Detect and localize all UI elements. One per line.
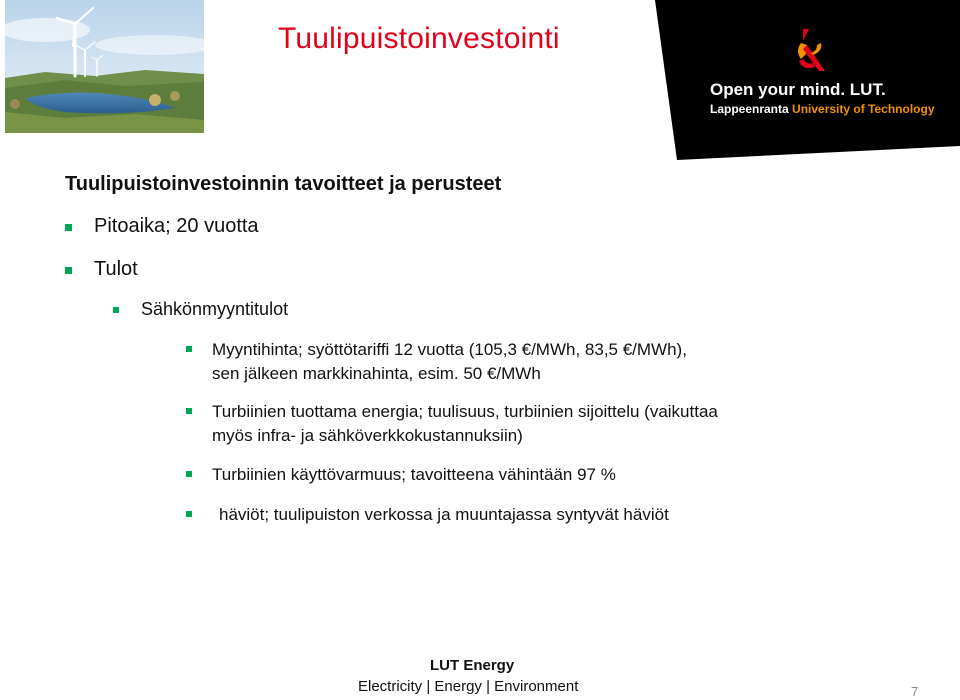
bullet-square-icon	[113, 307, 119, 313]
bullet-square-icon	[186, 346, 192, 352]
logo-university-orange: University of Technology	[792, 102, 935, 116]
bullet-text: Tulot	[94, 258, 138, 280]
wind-turbine-photo	[5, 0, 204, 133]
bullet-square-icon	[65, 224, 72, 231]
footer-title: LUT Energy	[430, 657, 515, 674]
bullet-text-line: sen jälkeen markkinahinta, esim. 50 €/MWh	[212, 364, 541, 383]
logo-tagline: Open your mind. LUT.	[710, 80, 886, 99]
bullet-text-line: myös infra- ja sähköverkkokustannuksiin)	[212, 426, 523, 445]
bullet-text: häviöt; tuulipuiston verkossa ja muuntajassa syntyvät häviöt	[219, 505, 669, 524]
bullet-text: Pitoaika; 20 vuotta	[94, 215, 259, 237]
bullet-text	[212, 400, 718, 448]
logo-university-name	[710, 102, 935, 116]
lut-logo-icon	[793, 27, 829, 73]
bullet-text: Turbiinien käyttövarmuus; tavoitteena vähintään 97 %	[212, 465, 616, 484]
bullet-text: Sähkönmyyntitulot	[141, 299, 289, 319]
bullet-text	[212, 338, 687, 386]
bullet-square-icon	[186, 408, 192, 414]
slide-title: Tuulipuistoinvestointi	[278, 22, 560, 55]
bullet-square-icon	[186, 471, 192, 477]
lut-logo-panel	[655, 0, 960, 160]
footer-subtitle: Electricity | Energy | Environment	[358, 678, 579, 695]
bullet-square-icon	[65, 267, 72, 274]
page-number: 7	[911, 684, 919, 699]
logo-university-white: Lappeenranta	[710, 102, 793, 116]
bullet-square-icon	[186, 511, 192, 517]
bullet-text-line: Myyntihinta; syöttötariffi 12 vuotta (105,3 €/MWh, 83,5 €/MWh),	[212, 340, 687, 359]
slide-subtitle: Tuulipuistoinvestoinnin tavoitteet ja perusteet	[65, 173, 502, 195]
bullet-text-line: Turbiinien tuottama energia; tuulisuus, turbiinien sijoittelu (vaikuttaa	[212, 402, 718, 421]
